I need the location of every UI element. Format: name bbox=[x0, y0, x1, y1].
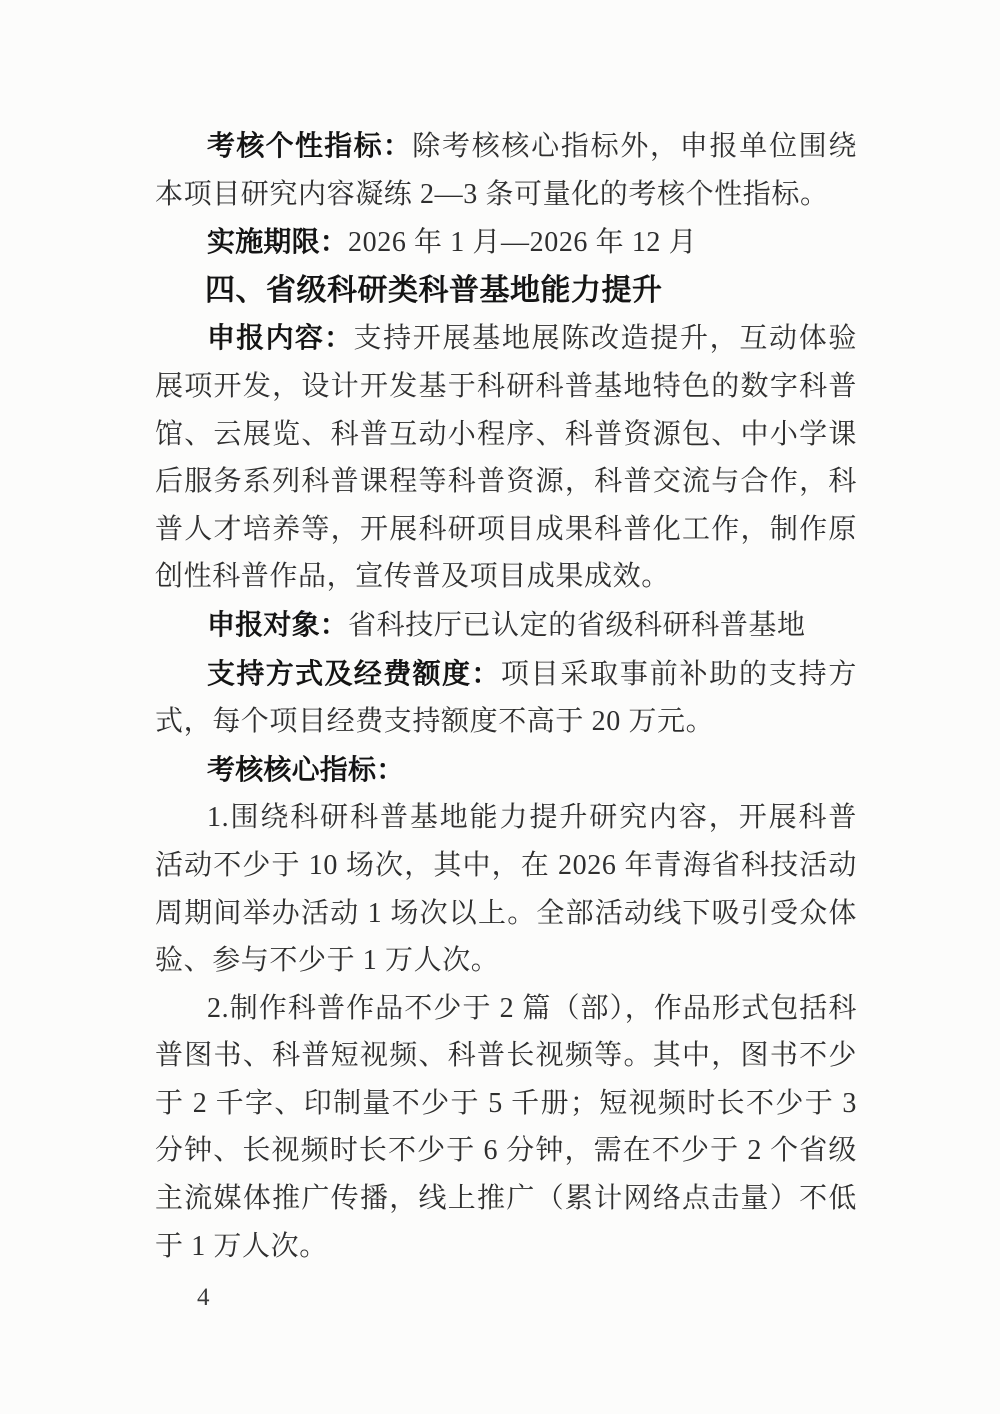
page-number: 4 bbox=[197, 1284, 210, 1311]
para-application-content-label: 申报内容： bbox=[207, 322, 354, 354]
para-individual-indicators-text: 除考核核心指标外，申报单位围绕本项目研究内容凝练 2—3 条可量化的考核个性指标。 bbox=[155, 131, 857, 210]
para-application-target bbox=[155, 601, 857, 650]
para-individual-indicators-label: 考核个性指标： bbox=[207, 130, 413, 161]
para-core-indicator-item-2 bbox=[155, 985, 857, 1271]
para-implementation-period-text: 2026 年 1 月—2026 年 12 月 bbox=[348, 227, 698, 259]
document-body bbox=[155, 122, 857, 1270]
para-support-funding-label: 支持方式及经费额度： bbox=[207, 657, 501, 689]
para-implementation-period-label: 实施期限： bbox=[207, 226, 349, 258]
para-application-target-text: 省科技厅已认定的省级科研科普基地 bbox=[348, 609, 806, 641]
para-core-indicators-label bbox=[155, 746, 857, 795]
para-application-content bbox=[155, 314, 857, 601]
core-indicators-label: 考核核心指标： bbox=[207, 753, 405, 785]
para-support-funding-text: 项目采取事前补助的支持方式，每个项目经费支持额度不高于 20 万元。 bbox=[155, 658, 857, 738]
para-support-funding bbox=[155, 650, 857, 746]
core-indicator-item-2-text: 2.制作科普作品不少于 2 篇（部），作品形式包括科普图书、科普短视频、科普长视频等。其中，图书不少于 2 千字、印制量不少于 5 千册；短视频时长不少于 3 分钟、长视频时长不少于 6 分钟，需在不少于 2 个省级主流媒体推广传播，线上推广（累计网络点击量）不低于 1 万人次。 bbox=[155, 992, 857, 1262]
para-application-target-label: 申报对象： bbox=[207, 608, 349, 640]
para-individual-indicators bbox=[155, 122, 857, 218]
core-indicator-item-1-text: 1.围绕科研科普基地能力提升研究内容，开展科普活动不少于 10 场次，其中，在 2026 年青海省科技活动周期间举办活动 1 场次以上。全部活动线下吸引受众体验、参与不少于 1 万人次。 bbox=[155, 802, 857, 977]
section-heading: 四、省级科研类科普基地能力提升 bbox=[205, 273, 663, 307]
para-core-indicator-item-1 bbox=[155, 794, 857, 984]
para-implementation-period bbox=[155, 218, 857, 267]
para-application-content-text: 支持开展基地展陈改造提升，互动体验展项开发，设计开发基于科研科普基地特色的数字科普馆、云展览、科普互动小程序、科普资源包、中小学课后服务系列科普课程等科普资源，科普交流与合作，科普人才培养等，开展科研项目成果科普化工作，制作原创性科普作品，宣传普及项目成果成效。 bbox=[155, 323, 857, 593]
